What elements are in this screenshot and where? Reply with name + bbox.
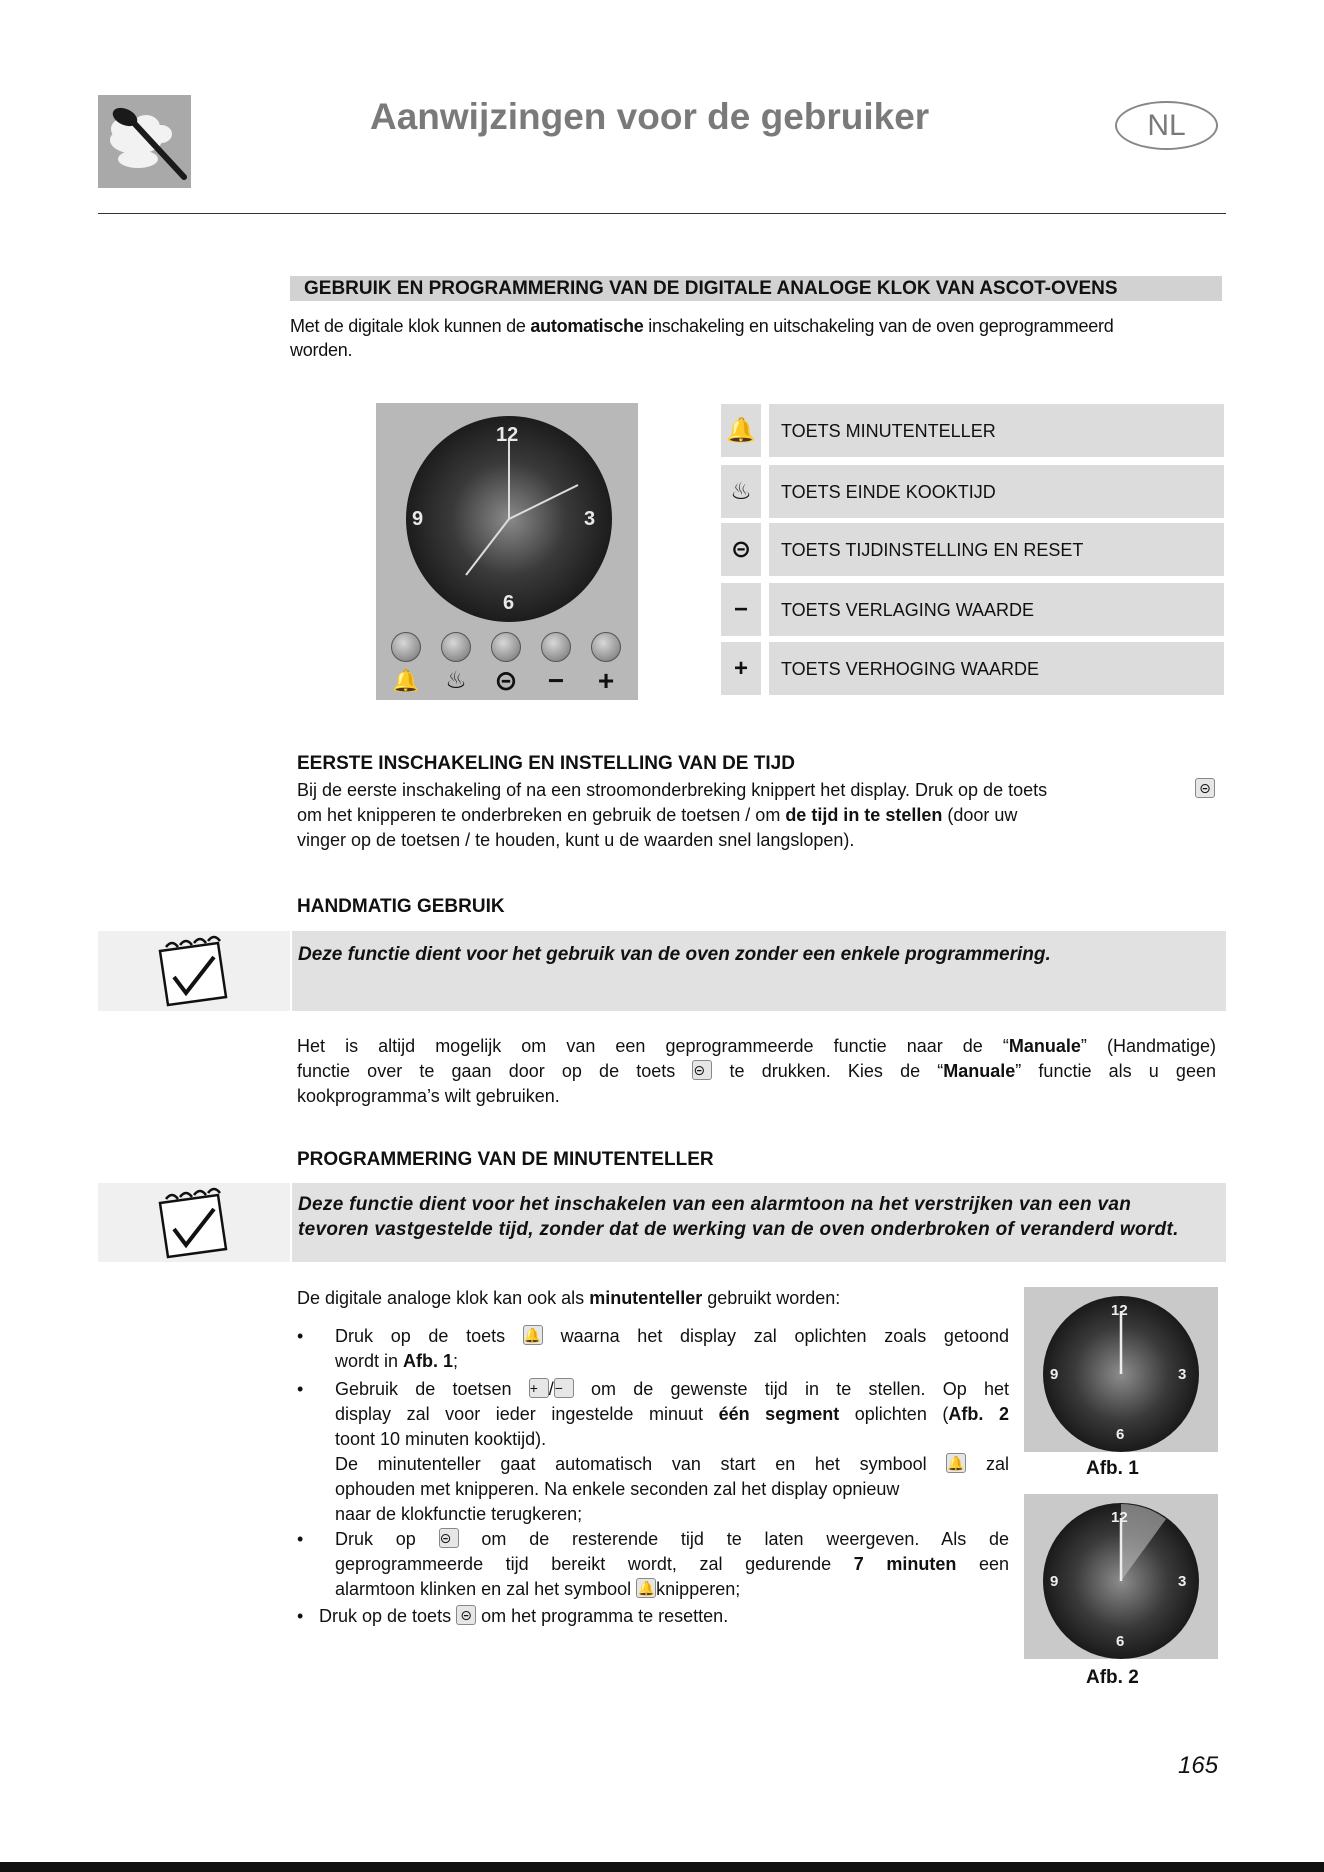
dial-number-6: 6 (1116, 1633, 1125, 1650)
plus-icon: + (529, 1378, 549, 1398)
dial-number-6: 6 (503, 592, 515, 614)
header-divider (98, 213, 1226, 214)
key-row-einde-kooktijd (721, 465, 1224, 518)
key-row-verlaging (721, 583, 1224, 636)
notepad-check-icon (98, 931, 290, 1011)
figure-caption: Afb. 2 (1086, 1667, 1139, 1688)
clock-reset-icon: ⊝ (692, 1060, 712, 1080)
manual-note: Deze functie dient voor het gebruik van de oven zonder een enkele programmering. (292, 931, 1226, 1011)
plus-icon: + (597, 665, 615, 696)
manual-paragraph: Het is altijd mogelijk om van een geprogrammeerde functie naar de “Manuale” (Handmatige) functie over te gaan door op de toets ⊝ te drukken. Kies de “Manuale” functie als u geen kookprogramma’s wilt gebruiken. (297, 1036, 1217, 1106)
clock-reset-icon: ⊝ (1195, 778, 1215, 800)
minus-icon: − (554, 1378, 574, 1398)
minute-timer-heading: PROGRAMMERING VAN DE MINUTENTELLER (297, 1149, 714, 1170)
analog-clock-dial (376, 403, 638, 643)
clock-reset-icon: ⊝ (456, 1605, 476, 1625)
bell-button[interactable] (391, 632, 421, 662)
dial-number-3: 3 (1178, 1366, 1187, 1383)
key-label: TOETS MINUTENTELLER (769, 404, 1224, 457)
first-use-paragraph: Bij de eerste inschakeling of na een stroomonderbreking knippert het display. Druk op de toets om het knipperen te onderbreken en gebruik de toetsen / om de tijd in te stellen (door uw vinger op de toetsen / te houden, kunt u de waarden snel langslopen). (297, 780, 1048, 850)
figure-caption: Afb. 1 (1086, 1458, 1139, 1479)
notepad-check-icon (98, 1183, 290, 1262)
dial-number-12: 12 (1111, 1302, 1128, 1319)
clock-control-panel (376, 403, 638, 700)
bell-icon: 🔔 (947, 1455, 965, 1471)
clock-reset-icon: ⊝ (494, 665, 518, 696)
bell-icon: 🔔 (523, 1327, 542, 1343)
key-label: TOETS VERHOGING WAARDE (769, 642, 1224, 695)
plus-icon: + (721, 642, 761, 695)
minute-timer-note: Deze functie dient voor het inschakelen van een alarmtoon na het verstrijken van een van tevoren vastgestelde tijd, zonder dat de werking van de oven onderbroken of veranderd wordt. (292, 1183, 1226, 1262)
key-row-minutenteller (721, 404, 1224, 457)
page-number: 165 (1178, 1752, 1219, 1779)
minus-button[interactable] (541, 632, 571, 662)
minus-icon: − (721, 583, 761, 636)
dial-number-9: 9 (1050, 1366, 1059, 1383)
dial-number-3: 3 (1178, 1573, 1187, 1590)
dial-number-3: 3 (584, 508, 596, 530)
key-label: TOETS EINDE KOOKTIJD (769, 465, 1224, 518)
section-heading: GEBRUIK EN PROGRAMMERING VAN DE DIGITALE ANALOGE KLOK VAN ASCOT-OVENS (290, 276, 1222, 301)
bell-icon: 🔔 (637, 1580, 655, 1596)
plus-button[interactable] (591, 632, 621, 662)
chef-spoon-logo-icon (98, 95, 191, 188)
bell-icon: 🔔 (721, 404, 761, 457)
steam-icon: ♨ (721, 465, 761, 518)
section-intro: Met de digitale klok kunnen de automatische inschakeling en uitschakeling van de oven geprogrammeerd worden. (290, 316, 1114, 360)
minute-timer-intro: De digitale analoge klok kan ook als minutenteller gebruikt worden: (297, 1288, 841, 1308)
figure-afb-1 (1024, 1287, 1218, 1452)
steam-button[interactable] (441, 632, 471, 662)
manual-use-heading: HANDMATIG GEBRUIK (297, 896, 505, 917)
page-bottom-border (0, 1862, 1324, 1872)
dial-number-6: 6 (1116, 1426, 1125, 1443)
clock-reset-icon: ⊝ (439, 1528, 459, 1548)
dial-number-9: 9 (412, 508, 424, 530)
key-row-verhoging (721, 642, 1224, 695)
minus-icon: − (547, 665, 565, 696)
clock-reset-button[interactable] (491, 632, 521, 662)
steam-icon: ♨ (445, 667, 467, 694)
bell-icon: 🔔 (392, 668, 420, 693)
figure-afb-2 (1024, 1494, 1218, 1659)
key-label: TOETS TIJDINSTELLING EN RESET (769, 523, 1224, 576)
language-badge: NL (1115, 101, 1218, 150)
key-row-tijdinstelling (721, 523, 1224, 576)
first-use-heading: EERSTE INSCHAKELING EN INSTELLING VAN DE TIJD (297, 753, 795, 774)
dial-number-12: 12 (1111, 1509, 1128, 1526)
page-title: Aanwijzingen voor de gebruiker (370, 96, 930, 137)
clock-reset-icon: ⊝ (721, 523, 761, 576)
dial-number-9: 9 (1050, 1573, 1059, 1590)
key-label: TOETS VERLAGING WAARDE (769, 583, 1224, 636)
dial-number-12: 12 (496, 424, 519, 446)
